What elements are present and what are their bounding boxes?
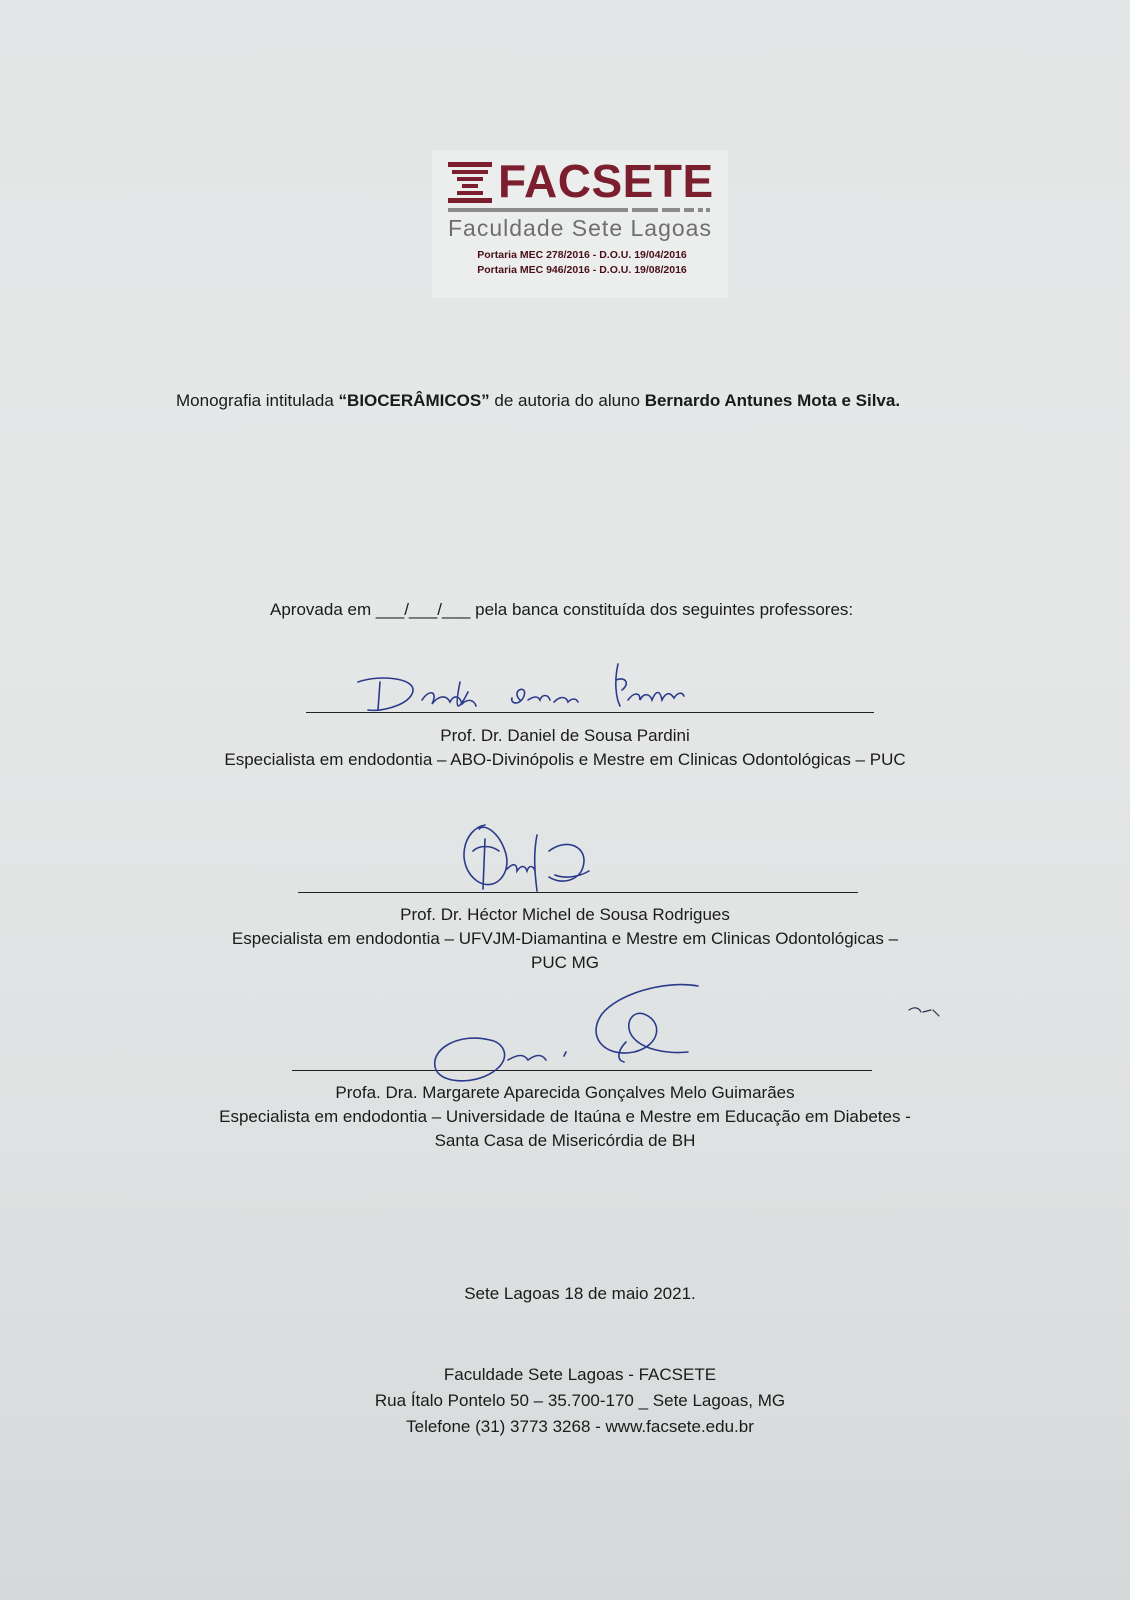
monograph-statement (176, 390, 900, 412)
logo-divider-bar (448, 208, 710, 213)
author-name: Bernardo Antunes Mota e Silva. (644, 391, 901, 410)
examiner-3-credentials-line-1: Especialista em endodontia – Universidade de Itaúna e Mestre em Educação em Diabetes - (219, 1107, 911, 1126)
examiner-1-name: Prof. Dr. Daniel de Sousa Pardini (440, 726, 690, 745)
logo-wordmark: FACSETE (498, 155, 714, 207)
examiner-3-credentials-line-2: Santa Casa de Misericórdia de BH (434, 1131, 696, 1150)
approval-suffix: pela banca constituída dos seguintes professores: (470, 600, 854, 619)
footer-contact: Telefone (31) 3773 3268 - www.facsete.edu.br (406, 1417, 754, 1436)
footer-institution: Faculdade Sete Lagoas - FACSETE (443, 1365, 717, 1384)
logo-subtitle: Faculdade Sete Lagoas (448, 215, 712, 241)
examiner-2-credentials-line-2: PUC MG (531, 953, 599, 972)
footer-address: Rua Ítalo Pontelo 50 – 35.700-170 _ Sete Lagoas, MG (374, 1391, 786, 1410)
facsete-logo (432, 150, 728, 298)
place-and-date: Sete Lagoas 18 de maio 2021. (464, 1284, 696, 1303)
pen-mark (905, 1000, 945, 1020)
approval-statement (270, 599, 853, 621)
statement-prefix: Monografia intitulada (176, 391, 339, 410)
statement-middle: de autoria do aluno (489, 391, 645, 410)
examiner-1-credentials: Especialista em endodontia – ABO-Divinópolis e Mestre em Clinicas Odontológicas – PUC (224, 750, 906, 769)
handwritten-signature-2 (455, 815, 605, 900)
approval-prefix: Aprovada em (270, 600, 376, 619)
portaria-line-1: Portaria MEC 278/2016 - D.O.U. 19/04/2016 (477, 249, 687, 261)
facsete-emblem-icon (448, 160, 492, 204)
examiner-2-name: Prof. Dr. Héctor Michel de Sousa Rodrigues (400, 905, 730, 924)
examiner-2-credentials-line-1: Especialista em endodontia – UFVJM-Diamantina e Mestre em Clinicas Odontológicas – (231, 929, 899, 948)
portaria-line-2: Portaria MEC 946/2016 - D.O.U. 19/08/2016 (477, 264, 687, 276)
handwritten-signature-1 (350, 660, 730, 720)
examiner-3-name: Profa. Dra. Margarete Aparecida Gonçalves Melo Guimarães (335, 1083, 795, 1102)
approval-date-blank: ___/___/___ (375, 600, 471, 619)
monograph-title: “BIOCERÂMICOS” (338, 391, 490, 410)
